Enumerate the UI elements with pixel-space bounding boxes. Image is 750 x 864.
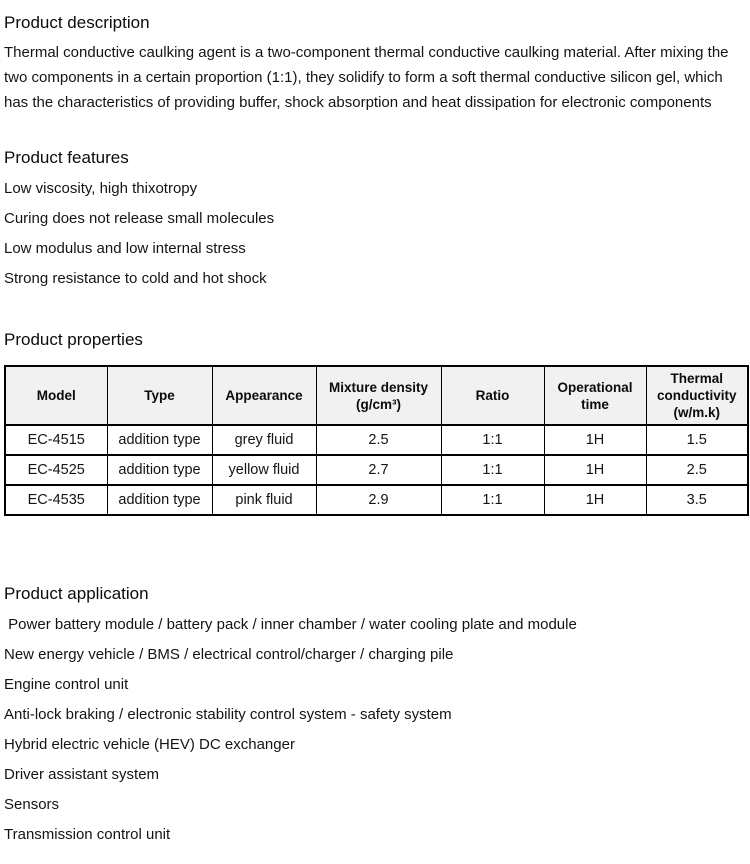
properties-table	[4, 365, 749, 516]
cell-conductivity: 3.5	[646, 485, 748, 515]
application-item: Engine control unit	[4, 676, 129, 693]
feature-item: Strong resistance to cold and hot shock	[4, 270, 267, 287]
cell-density: 2.7	[316, 455, 441, 485]
column-header-op-time: Operational time	[544, 366, 646, 425]
column-header-model: Model	[5, 366, 107, 425]
cell-type: addition type	[107, 425, 212, 455]
section-heading-description: Product description	[4, 13, 150, 32]
cell-model: EC-4535	[5, 485, 107, 515]
application-item: Driver assistant system	[4, 766, 160, 783]
section-heading-features: Product features	[4, 148, 129, 167]
application-item: Anti-lock braking / electronic stability control system - safety system	[4, 706, 452, 723]
table-row	[5, 485, 748, 515]
application-item: Power battery module / battery pack / inner chamber / water cooling plate and module	[4, 616, 577, 633]
cell-density: 2.5	[316, 425, 441, 455]
features-list	[4, 179, 745, 288]
cell-model: EC-4525	[5, 455, 107, 485]
cell-op-time: 1H	[544, 485, 646, 515]
description-text: Thermal conductive caulking agent is a two-component thermal conductive caulking material. After mixing the two components in a certain proportion (1:1), they solidify to form a soft thermal conductive silicon gel, which has the characteristics of providing buffer, shock absorption and heat dissipation for electronic components	[4, 44, 729, 111]
cell-type: addition type	[107, 485, 212, 515]
cell-op-time: 1H	[544, 425, 646, 455]
feature-item: Low modulus and low internal stress	[4, 240, 246, 257]
cell-conductivity: 2.5	[646, 455, 748, 485]
table-header-row	[5, 366, 748, 425]
feature-item: Curing does not release small molecules	[4, 210, 275, 227]
column-header-density: Mixture density (g/cm³)	[316, 366, 441, 425]
cell-density: 2.9	[316, 485, 441, 515]
cell-ratio: 1:1	[441, 425, 544, 455]
application-item: Hybrid electric vehicle (HEV) DC exchanger	[4, 736, 295, 753]
section-heading-properties: Product properties	[4, 330, 143, 349]
cell-ratio: 1:1	[441, 485, 544, 515]
column-header-appearance: Appearance	[212, 366, 316, 425]
table-row	[5, 455, 748, 485]
cell-conductivity: 1.5	[646, 425, 748, 455]
column-header-ratio: Ratio	[441, 366, 544, 425]
feature-item: Low viscosity, high thixotropy	[4, 180, 198, 197]
cell-model: EC-4515	[5, 425, 107, 455]
cell-op-time: 1H	[544, 455, 646, 485]
section-heading-application: Product application	[4, 584, 149, 603]
cell-ratio: 1:1	[441, 455, 544, 485]
cell-appearance: pink fluid	[212, 485, 316, 515]
application-item: New energy vehicle / BMS / electrical control/charger / charging pile	[4, 646, 454, 663]
cell-appearance: yellow fluid	[212, 455, 316, 485]
application-item: Sensors	[4, 796, 60, 813]
column-header-conductivity: Thermal conductivity (w/m.k)	[646, 366, 748, 425]
application-item: Transmission control unit	[4, 826, 171, 843]
table-row	[5, 425, 748, 455]
cell-appearance: grey fluid	[212, 425, 316, 455]
application-list	[4, 615, 745, 844]
column-header-type: Type	[107, 366, 212, 425]
cell-type: addition type	[107, 455, 212, 485]
